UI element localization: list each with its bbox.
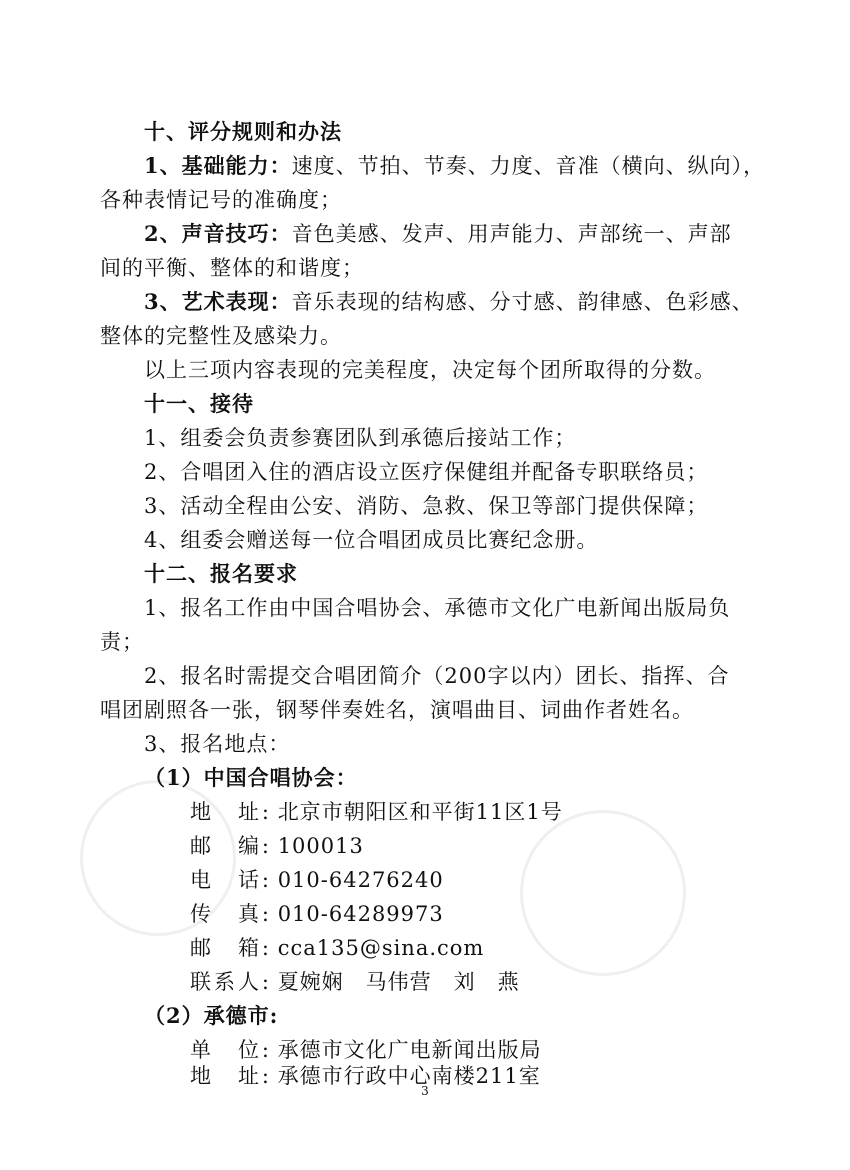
org-1-fax	[190, 900, 444, 928]
email-value: cca135@sina.com	[277, 936, 485, 960]
section-11-item-4: 4、组委会赠送每一位合唱团成员比赛纪念册。	[144, 528, 599, 552]
item-3-label: 3、艺术表现：	[144, 289, 292, 314]
contact-label: 联系人:	[190, 970, 270, 994]
section-12-heading: 十二、报名要求	[144, 561, 298, 586]
address-value: 承德市行政中心南楼211室	[277, 1064, 541, 1088]
section-10-item-1-cont: 各种表情记号的准确度；	[100, 188, 342, 212]
page-number: 3	[421, 1084, 429, 1098]
item-3-text: 音乐表现的结构感、分寸感、韵律感、色彩感、	[291, 290, 754, 314]
item-2-text: 音色美感、发声、用声能力、声部统一、声部	[291, 222, 732, 246]
address-value: 北京市朝阳区和平街11区1号	[277, 800, 563, 824]
section-11-item-3: 3、活动全程由公安、消防、急救、保卫等部门提供保障；	[144, 494, 709, 518]
email-label: 邮 箱:	[190, 936, 270, 960]
section-12-item-2: 2、报名时需提交合唱团简介（200字以内）团长、指挥、合	[144, 664, 730, 688]
phone-value: 010-64276240	[277, 868, 444, 892]
section-11-item-2: 2、合唱团入住的酒店设立医疗保健组并配备专职联络员；	[144, 460, 709, 484]
section-10-item-3-cont: 整体的完整性及感染力。	[100, 324, 342, 348]
zip-label: 邮 编:	[190, 834, 270, 858]
org-1-phone	[190, 866, 444, 894]
phone-label: 电 话:	[190, 868, 270, 892]
section-10-item-2	[144, 220, 732, 248]
section-10-summary: 以上三项内容表现的完美程度，决定每个团所取得的分数。	[144, 358, 716, 382]
section-12-item-1: 1、报名工作由中国合唱协会、承德市文化广电新闻出版局负	[144, 596, 731, 620]
org-1-address	[190, 798, 563, 826]
org-1-email	[190, 934, 484, 962]
section-11-item-1: 1、组委会负责参赛团队到承德后接站工作；	[144, 426, 577, 450]
section-10-item-3	[144, 288, 754, 316]
faint-stamp-right	[520, 810, 686, 976]
section-10-item-2-cont: 间的平衡、整体的和谐度；	[100, 256, 364, 280]
item-2-label: 2、声音技巧：	[144, 221, 292, 246]
section-12-item-1-cont: 责；	[100, 630, 144, 654]
address-label: 地 址:	[190, 1064, 270, 1088]
fax-label: 传 真:	[190, 902, 270, 926]
org-1-title: （1）中国合唱协会：	[144, 765, 358, 790]
org-1-zip	[190, 832, 364, 860]
item-1-label: 1、基础能力：	[144, 153, 292, 178]
section-11-heading: 十一、接待	[144, 391, 254, 416]
item-1-text: 速度、节拍、节奏、力度、音准（横向、纵向），	[291, 154, 766, 178]
section-12-item-2-cont: 唱团剧照各一张，钢琴伴奏姓名，演唱曲目、词曲作者姓名。	[100, 698, 694, 722]
contact-value: 夏婉娴 马伟营 刘 燕	[277, 970, 520, 994]
unit-label: 单 位:	[190, 1038, 270, 1062]
org-2-title: （2）承德市:	[144, 1003, 279, 1028]
section-12-item-3: 3、报名地点：	[144, 732, 291, 756]
section-10-heading: 十、评分规则和办法	[144, 119, 342, 144]
zip-value: 100013	[277, 834, 364, 858]
section-10-item-1	[144, 152, 765, 180]
address-label: 地 址:	[190, 800, 270, 824]
org-2-unit	[190, 1036, 542, 1064]
org-1-contacts	[190, 968, 520, 996]
unit-value: 承德市文化广电新闻出版局	[277, 1038, 542, 1062]
fax-value: 010-64289973	[277, 902, 444, 926]
